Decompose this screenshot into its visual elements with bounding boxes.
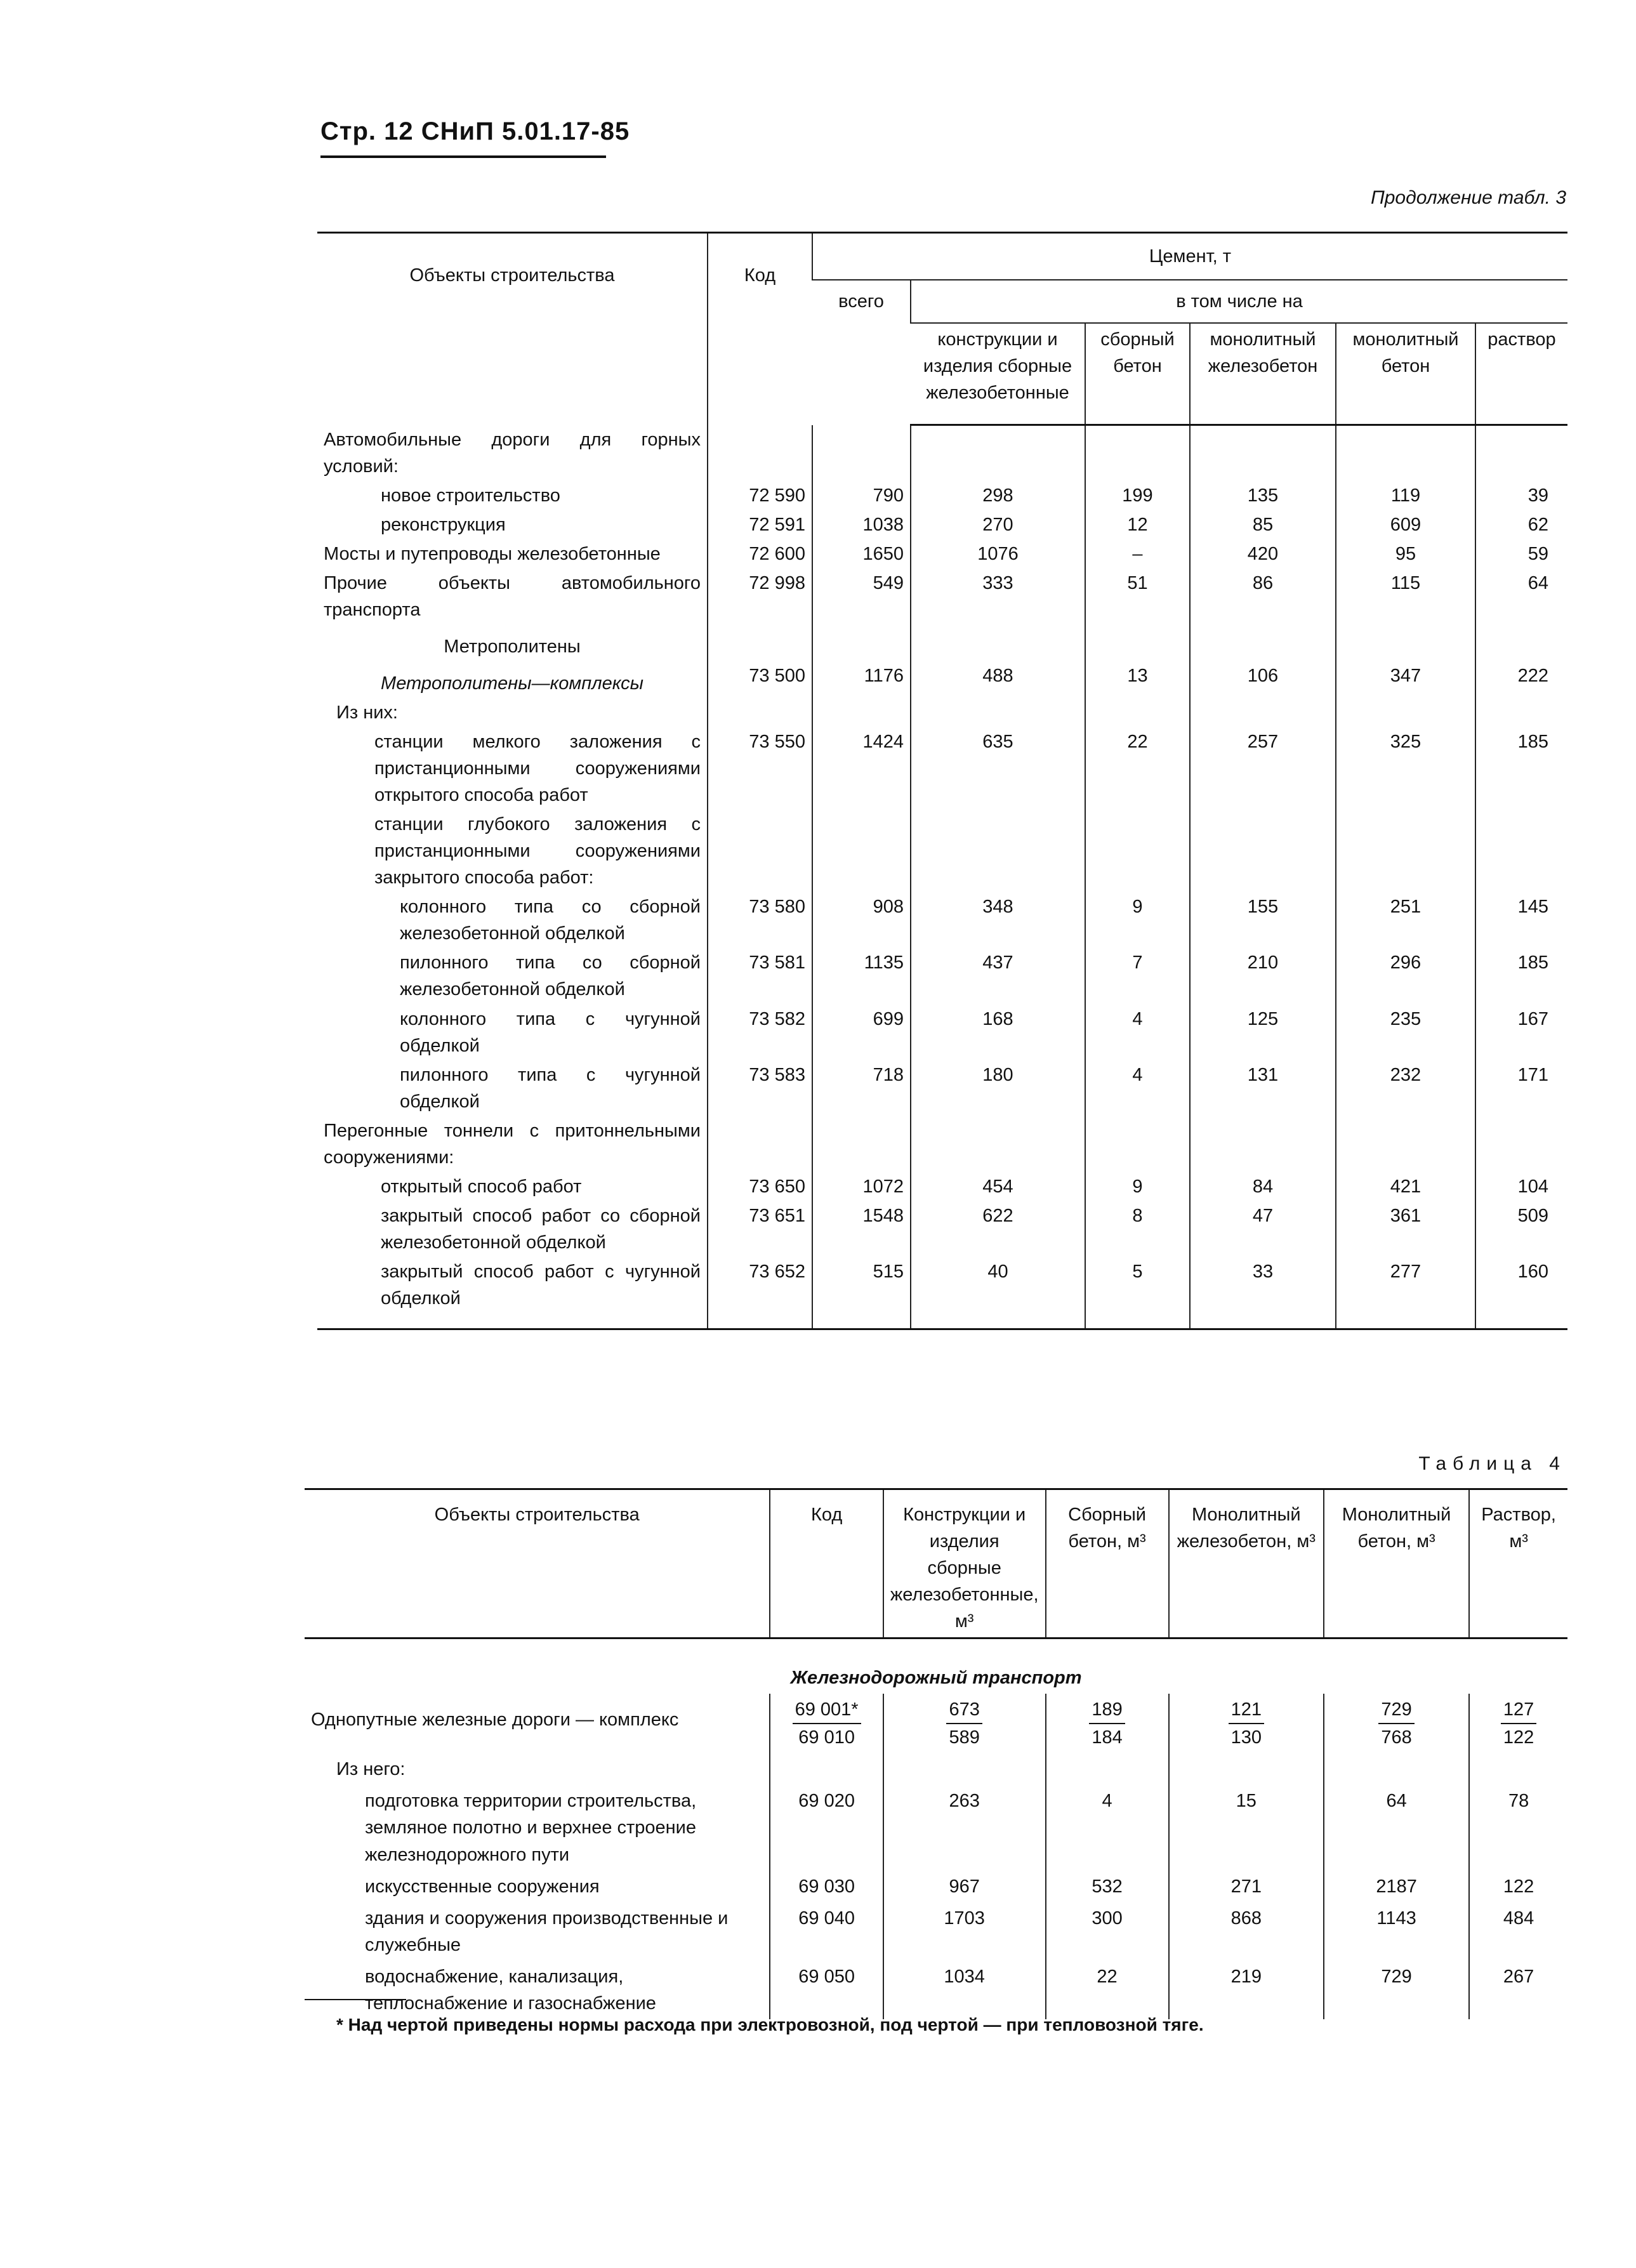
table-row [317, 425, 1567, 481]
table-row [305, 1961, 1567, 2019]
empty-cell [770, 1753, 883, 1785]
value-cell: 125 [1190, 1005, 1336, 1060]
row-label: Перегонные тоннели с притоннельными сооружениями: [324, 1120, 701, 1168]
value-cell: 908 [812, 892, 911, 948]
value-cell: 9 [1085, 892, 1190, 948]
value-cell: 1176 [812, 661, 911, 698]
value-cell: 437 [911, 948, 1085, 1004]
value-cell [1336, 698, 1475, 727]
row-label: пилонного типа со сборной железобетонной обделкой [400, 953, 701, 1000]
value-cell: 115 [1336, 569, 1475, 624]
col-monolithic-concrete: монолитный бетон [1336, 323, 1475, 425]
empty-cell [1469, 1753, 1567, 1785]
value-cell [1190, 810, 1336, 892]
value-cell: 64 [1475, 569, 1567, 624]
value-cell: 1703 [883, 1902, 1046, 1961]
value-cell: 13 [1085, 661, 1190, 698]
row-label: искусственные сооружения [365, 1876, 600, 1897]
value-cell [1190, 1116, 1336, 1172]
value-cell: 84 [1190, 1172, 1336, 1201]
value-cell: 1034 [883, 1961, 1046, 2019]
value-cell: 160 [1475, 1257, 1567, 1313]
value-cell [1336, 1116, 1475, 1172]
value-cell: 131 [1190, 1060, 1336, 1116]
value-cell: 868 [1169, 1902, 1324, 1961]
value-cell [812, 698, 911, 727]
value-cell: 549 [812, 569, 911, 624]
value-bottom: 122 [1503, 1727, 1534, 1748]
col-code: Код [708, 233, 812, 425]
value-cell [1046, 1694, 1169, 1753]
value-cell [812, 624, 911, 661]
value-bottom: 130 [1230, 1727, 1262, 1748]
value-cell: 104 [1475, 1172, 1567, 1201]
row-code: 73 580 [708, 892, 812, 948]
value-cell: 7 [1085, 948, 1190, 1004]
table-3 [317, 232, 1567, 1330]
row-label: колонного типа со сборной железобетонной обделкой [400, 897, 701, 944]
table-row [317, 661, 1567, 698]
value-cell: 47 [1190, 1201, 1336, 1257]
empty-cell [1324, 1753, 1469, 1785]
value-cell: 12 [1085, 510, 1190, 539]
value-cell [1469, 1694, 1567, 1753]
value-cell [1190, 624, 1336, 661]
col-objects: Объекты строительства [305, 1489, 770, 1638]
value-cell: 296 [1336, 948, 1475, 1004]
value-cell: 251 [1336, 892, 1475, 948]
empty-cell [1085, 1313, 1190, 1329]
row-label: открытый способ работ [381, 1176, 582, 1197]
col-monolithic-concrete: Монолитный бетон, м³ [1324, 1489, 1469, 1638]
value-cell: 4 [1085, 1005, 1190, 1060]
row-code: 72 591 [708, 510, 812, 539]
value-cell: 348 [911, 892, 1085, 948]
value-cell [812, 1116, 911, 1172]
value-cell: 488 [911, 661, 1085, 698]
col-precast-concrete: сборный бетон [1085, 323, 1190, 425]
value-fraction [1229, 1696, 1264, 1751]
value-cell: 219 [1169, 1961, 1324, 2019]
value-cell: 1143 [1324, 1902, 1469, 1961]
value-cell: 300 [1046, 1902, 1169, 1961]
value-top: 127 [1501, 1696, 1536, 1724]
table-bottom-padding [317, 1313, 1567, 1329]
code-top: 69 001* [793, 1696, 861, 1724]
row-code: 73 650 [708, 1172, 812, 1201]
value-cell [1085, 698, 1190, 727]
row-code [708, 698, 812, 727]
value-cell: 1548 [812, 1201, 911, 1257]
row-code [708, 624, 812, 661]
value-fraction [1378, 1696, 1414, 1751]
value-cell: 635 [911, 727, 1085, 810]
col-objects: Объекты строительства [409, 265, 615, 286]
value-cell: 185 [1475, 727, 1567, 810]
row-code: 73 651 [708, 1201, 812, 1257]
value-cell: 270 [911, 510, 1085, 539]
table-continuation-note: Продолжение табл. 3 [1371, 187, 1566, 208]
value-cell: 1135 [812, 948, 911, 1004]
value-cell [883, 1694, 1046, 1753]
col-monolithic-rc: монолитный железобетон [1190, 323, 1336, 425]
value-cell [1085, 624, 1190, 661]
value-cell: 532 [1046, 1871, 1169, 1902]
value-cell [1190, 698, 1336, 727]
value-cell: 1424 [812, 727, 911, 810]
col-mortar: раствор [1475, 323, 1567, 425]
row-label: станции мелкого заложения с пристанционными сооружениями открытого способа работ [374, 732, 701, 806]
value-bottom: 184 [1092, 1727, 1123, 1748]
table-row [317, 810, 1567, 892]
value-cell: 155 [1190, 892, 1336, 948]
value-top: 729 [1378, 1696, 1414, 1724]
empty-cell [1169, 1753, 1324, 1785]
value-cell [812, 425, 911, 481]
value-cell: 2187 [1324, 1871, 1469, 1902]
value-cell: 263 [883, 1785, 1046, 1870]
value-cell [1475, 1116, 1567, 1172]
value-cell: 454 [911, 1172, 1085, 1201]
row-code [708, 810, 812, 892]
value-cell: 8 [1085, 1201, 1190, 1257]
empty-cell [317, 1313, 708, 1329]
empty-cell [708, 1313, 812, 1329]
value-fraction [1089, 1696, 1125, 1751]
table-row [305, 1785, 1567, 1870]
row-label: Автомобильные дороги для горных условий: [324, 429, 701, 477]
value-cell: – [1085, 539, 1190, 569]
value-cell: 967 [883, 1871, 1046, 1902]
value-cell: 9 [1085, 1172, 1190, 1201]
value-cell: 171 [1475, 1060, 1567, 1116]
footnote-rule [305, 1999, 406, 2000]
of-it-label: Из него: [336, 1759, 406, 1780]
row-code: 69 040 [770, 1902, 883, 1961]
row-label: колонного типа с чугунной обделкой [400, 1008, 701, 1056]
empty-cell [883, 1753, 1046, 1785]
row-code: 73 500 [708, 661, 812, 698]
value-cell [1085, 425, 1190, 481]
row-label: новое строительство [381, 485, 560, 506]
value-cell: 59 [1475, 539, 1567, 569]
value-cell [911, 624, 1085, 661]
value-bottom: 768 [1381, 1727, 1412, 1748]
empty-cell [812, 1313, 911, 1329]
value-top: 673 [946, 1696, 982, 1724]
empty-cell [1046, 1753, 1169, 1785]
code-fraction [793, 1696, 861, 1751]
row-label: здания и сооружения производственные и служебные [365, 1908, 729, 1955]
table-row [317, 510, 1567, 539]
table-row [317, 698, 1567, 727]
col-monolithic-rc: Монолитный железобетон, м³ [1169, 1489, 1324, 1638]
row-code: 73 582 [708, 1005, 812, 1060]
value-cell: 484 [1469, 1902, 1567, 1961]
row-code: 72 998 [708, 569, 812, 624]
table-row [317, 1201, 1567, 1257]
footnote: * Над чертой приведены нормы расхода при электровозной, под чертой — при тепловозной тяге. [336, 2015, 1204, 2034]
value-fraction [946, 1696, 982, 1751]
value-cell [1190, 425, 1336, 481]
value-cell [1324, 1694, 1469, 1753]
table-row [317, 1172, 1567, 1201]
value-cell: 86 [1190, 569, 1336, 624]
value-cell: 106 [1190, 661, 1336, 698]
row-label: Из них: [336, 702, 398, 723]
value-cell: 421 [1336, 1172, 1475, 1201]
value-cell: 222 [1475, 661, 1567, 698]
value-cell: 122 [1469, 1871, 1567, 1902]
value-bottom: 589 [949, 1727, 980, 1748]
table-row [317, 727, 1567, 810]
table-row [317, 481, 1567, 510]
col-mortar: Раствор, м³ [1469, 1489, 1567, 1638]
table-row [317, 539, 1567, 569]
row-code: 69 030 [770, 1871, 883, 1902]
value-cell: 347 [1336, 661, 1475, 698]
value-cell: 1076 [911, 539, 1085, 569]
value-cell: 515 [812, 1257, 911, 1313]
value-cell: 729 [1324, 1961, 1469, 2019]
header-underline [320, 155, 606, 158]
code-bottom: 69 010 [798, 1727, 855, 1748]
value-cell: 39 [1475, 481, 1567, 510]
col-code: Код [770, 1489, 883, 1638]
table-row [305, 1871, 1567, 1902]
row-label: Мосты и путепроводы железобетонные [324, 543, 661, 564]
table-4-title: Таблица 4 [1418, 1453, 1566, 1474]
value-cell: 95 [1336, 539, 1475, 569]
value-cell: 33 [1190, 1257, 1336, 1313]
row-label: закрытый способ работ с чугунной обделкой [381, 1261, 701, 1309]
row-code [708, 425, 812, 481]
value-cell: 235 [1336, 1005, 1475, 1060]
row-code: 69 020 [770, 1785, 883, 1870]
row-code: 73 652 [708, 1257, 812, 1313]
row-label: реконструкция [381, 514, 506, 535]
col-including: в том числе на [911, 280, 1567, 323]
empty-cell [1190, 1313, 1336, 1329]
table-row [317, 624, 1567, 661]
value-cell: 790 [812, 481, 911, 510]
value-cell: 5 [1085, 1257, 1190, 1313]
value-cell [1475, 624, 1567, 661]
row-code: 73 581 [708, 948, 812, 1004]
row-code: 73 583 [708, 1060, 812, 1116]
value-cell: 718 [812, 1060, 911, 1116]
value-cell [1336, 810, 1475, 892]
value-cell: 277 [1336, 1257, 1475, 1313]
value-cell: 40 [911, 1257, 1085, 1313]
value-cell [911, 698, 1085, 727]
value-cell: 1072 [812, 1172, 911, 1201]
empty-cell [911, 1313, 1085, 1329]
empty-cell [1475, 1313, 1567, 1329]
value-cell [1475, 425, 1567, 481]
value-cell: 64 [1324, 1785, 1469, 1870]
page-header: Стр. 12 СНиП 5.01.17-85 [320, 117, 630, 145]
value-cell: 333 [911, 569, 1085, 624]
row-label: закрытый способ работ со сборной железобетонной обделкой [381, 1205, 701, 1253]
value-cell: 119 [1336, 481, 1475, 510]
row-label: Метрополитены—комплексы [381, 673, 643, 694]
value-cell: 267 [1469, 1961, 1567, 2019]
row-label: Метрополитены [444, 636, 581, 657]
value-cell: 22 [1085, 727, 1190, 810]
section-heading: Железнодорожный транспорт [790, 1668, 1082, 1689]
col-cement: Цемент, т [812, 233, 1567, 280]
value-cell: 232 [1336, 1060, 1475, 1116]
value-cell [1085, 1116, 1190, 1172]
table-row [317, 892, 1567, 948]
row-code: 73 550 [708, 727, 812, 810]
value-cell: 1650 [812, 539, 911, 569]
table-4 [305, 1488, 1567, 2019]
value-cell [812, 810, 911, 892]
table-row [317, 569, 1567, 624]
table-row [317, 948, 1567, 1004]
value-top: 121 [1229, 1696, 1264, 1724]
value-cell: 167 [1475, 1005, 1567, 1060]
value-cell [911, 425, 1085, 481]
row-code: 69 050 [770, 1961, 883, 2019]
table-row [317, 1005, 1567, 1060]
value-cell: 135 [1190, 481, 1336, 510]
row-code: 72 600 [708, 539, 812, 569]
table-row [305, 1902, 1567, 1961]
value-cell [1475, 810, 1567, 892]
row-label: Однопутные железные дороги — комплекс [311, 1710, 679, 1731]
row-label: станции глубокого заложения с пристанционными сооружениями закрытого способа работ: [374, 814, 701, 888]
value-cell [911, 810, 1085, 892]
table-row [317, 1257, 1567, 1313]
value-cell: 15 [1169, 1785, 1324, 1870]
value-cell [1336, 624, 1475, 661]
row-label: водоснабжение, канализация, теплоснабжение и газоснабжение [365, 1966, 656, 2014]
value-cell: 509 [1475, 1201, 1567, 1257]
value-cell: 609 [1336, 510, 1475, 539]
table-row [305, 1694, 1567, 1753]
value-cell: 622 [911, 1201, 1085, 1257]
row-code [770, 1694, 883, 1753]
value-cell: 361 [1336, 1201, 1475, 1257]
value-cell: 210 [1190, 948, 1336, 1004]
value-cell [1169, 1694, 1324, 1753]
value-cell: 325 [1336, 727, 1475, 810]
value-cell: 78 [1469, 1785, 1567, 1870]
value-cell: 185 [1475, 948, 1567, 1004]
value-top: 189 [1089, 1696, 1125, 1724]
value-cell [911, 1116, 1085, 1172]
row-label: Прочие объекты автомобильного транспорта [324, 572, 701, 620]
col-total: всего [838, 291, 884, 312]
value-cell: 298 [911, 481, 1085, 510]
value-cell: 62 [1475, 510, 1567, 539]
row-label: подготовка территории строительства, земляное полотно и верхнее строение железнодорожного пути [365, 1791, 697, 1865]
value-cell: 22 [1046, 1961, 1169, 2019]
col-precast-items: Конструкции и изделия сборные железобетонные, м³ [883, 1489, 1046, 1638]
row-code [708, 1116, 812, 1172]
row-label: пилонного типа с чугунной обделкой [400, 1064, 701, 1112]
value-cell: 180 [911, 1060, 1085, 1116]
value-cell [1336, 425, 1475, 481]
col-precast-items: конструкции и изделия сборные железобетонные [911, 323, 1085, 425]
row-code: 72 590 [708, 481, 812, 510]
value-cell: 85 [1190, 510, 1336, 539]
value-cell: 51 [1085, 569, 1190, 624]
col-precast-concrete: Сборный бетон, м³ [1046, 1489, 1169, 1638]
value-cell [1475, 698, 1567, 727]
empty-cell [1336, 1313, 1475, 1329]
value-cell: 271 [1169, 1871, 1324, 1902]
value-cell: 4 [1085, 1060, 1190, 1116]
value-cell: 145 [1475, 892, 1567, 948]
value-cell: 1038 [812, 510, 911, 539]
value-fraction [1501, 1696, 1536, 1751]
value-cell: 4 [1046, 1785, 1169, 1870]
value-cell [1085, 810, 1190, 892]
value-cell: 420 [1190, 539, 1336, 569]
value-cell: 168 [911, 1005, 1085, 1060]
value-cell: 199 [1085, 481, 1190, 510]
table-row [317, 1116, 1567, 1172]
table-row [317, 1060, 1567, 1116]
value-cell: 257 [1190, 727, 1336, 810]
value-cell: 699 [812, 1005, 911, 1060]
